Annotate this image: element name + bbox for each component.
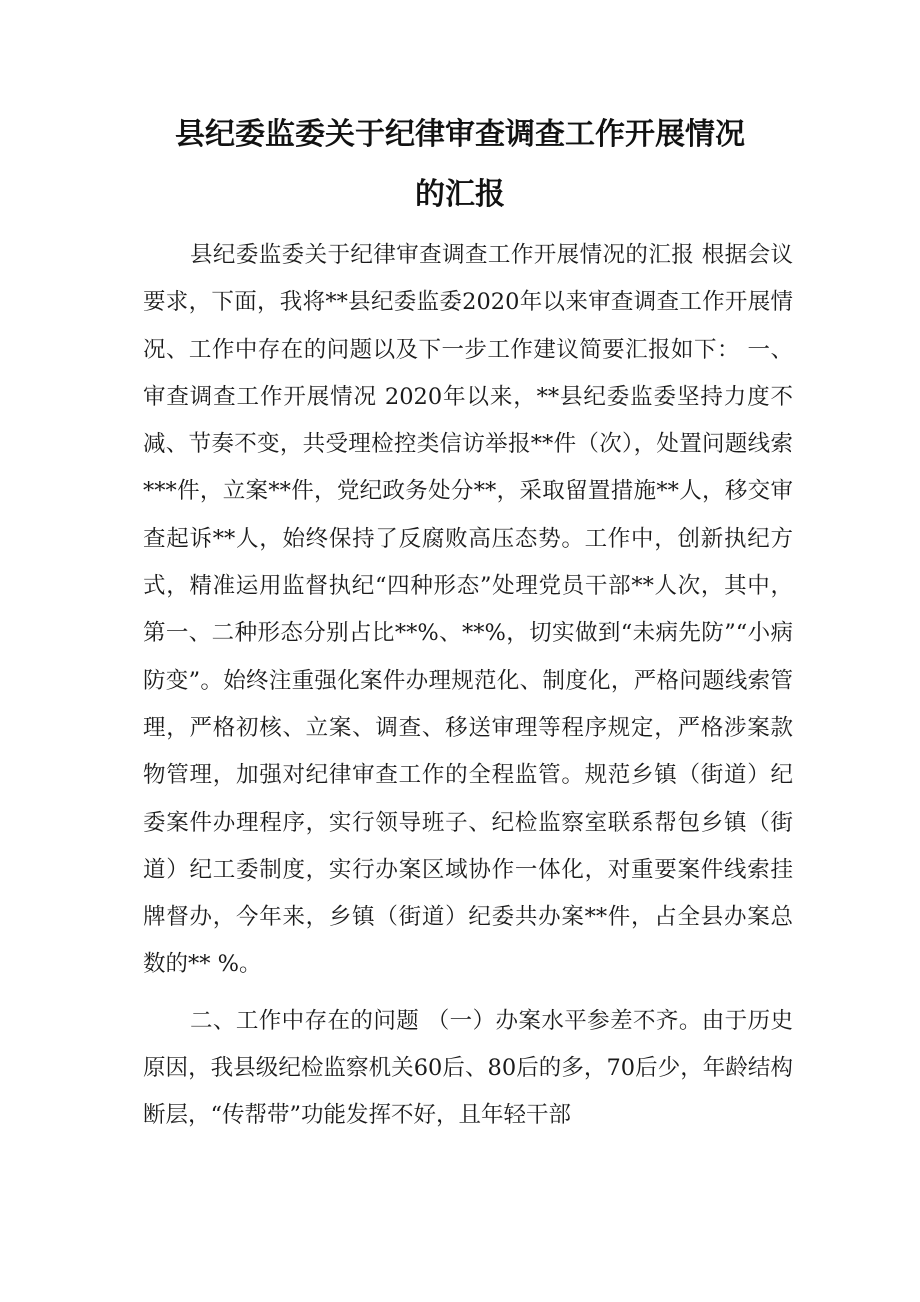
document-title-line-1: 县纪委监委关于纪律审查调查工作开展情况	[175, 117, 745, 152]
document-body	[143, 232, 793, 1140]
document-title-line-2: 的汇报	[415, 177, 505, 212]
paragraph-existing-problems: 二、工作中存在的问题 （一）办案水平参差不齐。由于历史原因，我县级纪检监察机关60后、80后的多，70后少，年龄结构断层，“传帮带”功能发挥不好，且年轻干部	[143, 1007, 793, 1129]
paragraph-report-overview: 县纪委监委关于纪律审查调查工作开展情况的汇报 根据会议要求，下面，我将**县纪委监委2020年以来审查调查工作开展情况、工作中存在的问题以及下一步工作建议简要汇报如下： 一、审查调查工作开展情况 2020年以来，**县纪委监委坚持力度不减、节奏不变，共受理检控类信访举报**件（次），处置问题线索***件，立案**件，党纪政务处分**，采取留置措施**人，移交审查起诉**人，始终保持了反腐败高压态势。工作中，创新执纪方式，精准运用监督执纪“四种形态”处理党员干部**人次，其中，第一、二种形态分别占比**%、**%，切实做到“未病先防”“小病防变”。始终注重强化案件办理规范化、制度化，严格问题线索管理，严格初核、立案、调查、移送审理等程序规定，严格涉案款物管理，加强对纪律审查工作的全程监管。规范乡镇（街道）纪委案件办理程序，实行领导班子、纪检监察室联系帮包乡镇（街道）纪工委制度，实行办案区域协作一体化，对重要案件线索挂牌督办，今年来，乡镇（街道）纪委共办案**件，占全县办案总数的** %。	[143, 242, 793, 978]
